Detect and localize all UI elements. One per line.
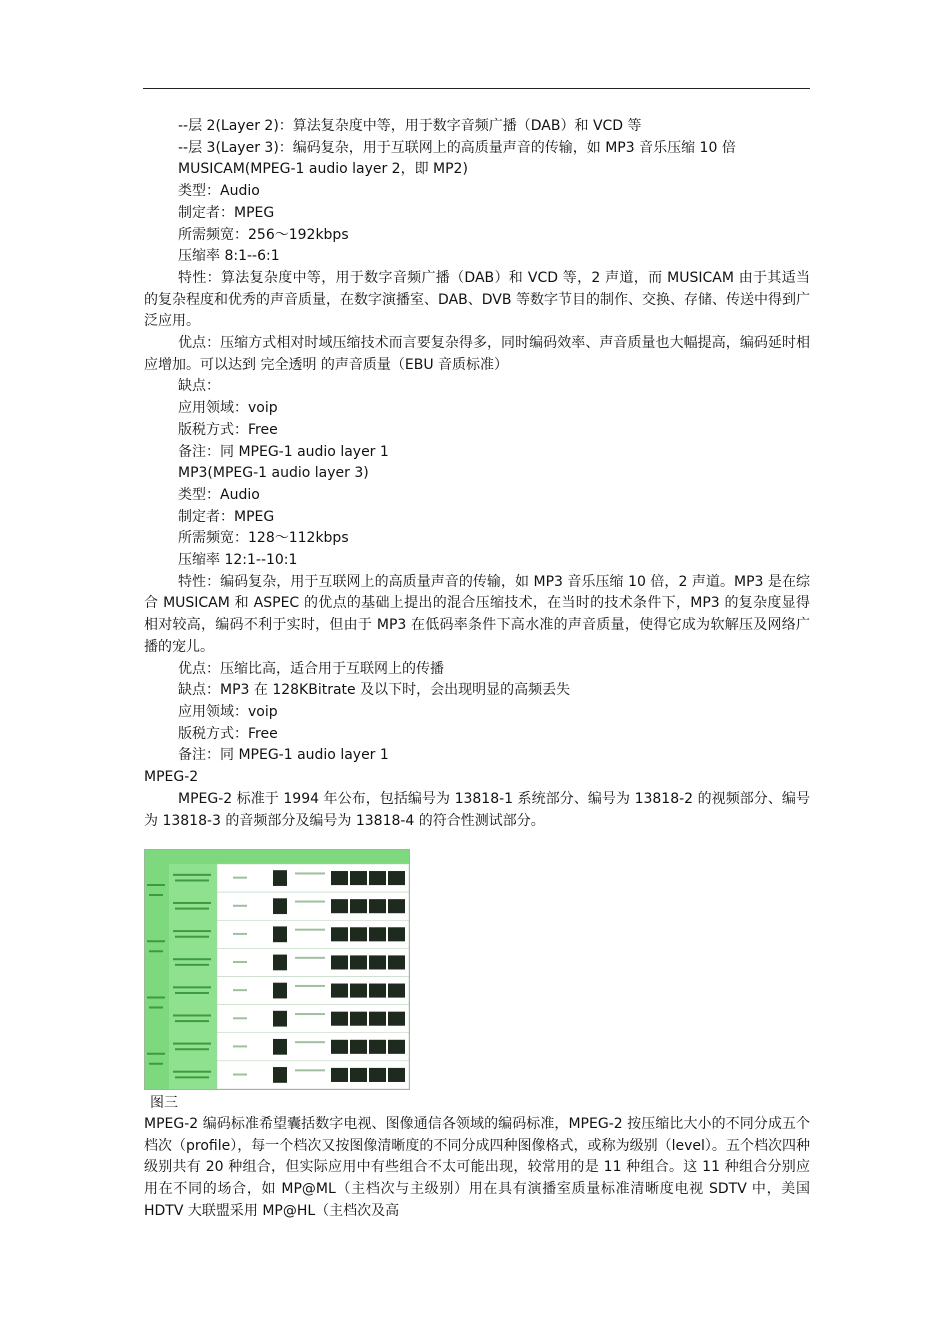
figure-cpu-graph bbox=[350, 1012, 367, 1026]
figure-test-mark bbox=[175, 879, 209, 881]
figure-test-mark bbox=[175, 908, 209, 910]
figure-cpu-graph bbox=[331, 1068, 348, 1082]
figure-value-mark bbox=[233, 877, 247, 879]
paragraph: --层 3(Layer 3)：编码复杂，用于互联网上的高质量声音的传输，如 MP3 音乐压缩 10 倍 bbox=[178, 139, 736, 156]
figure-group-mark bbox=[147, 940, 165, 942]
paragraph: 类型：Audio bbox=[178, 183, 260, 200]
figure-cpu-graph bbox=[350, 871, 367, 885]
figure-thumbnail bbox=[273, 983, 287, 999]
paragraph: 备注：同 MPEG-1 audio layer 1 bbox=[178, 747, 389, 764]
figure-cpu-graph bbox=[369, 1040, 386, 1054]
figure-cpu-label-mark bbox=[295, 1069, 325, 1071]
figure-value-mark bbox=[233, 905, 247, 907]
body-text-top bbox=[144, 116, 810, 832]
paragraph: MPEG-2 bbox=[144, 769, 199, 786]
figure-cpu-graph bbox=[350, 955, 367, 969]
paragraph: 制定者：MPEG bbox=[178, 508, 275, 525]
figure-cpu-graph bbox=[388, 1068, 405, 1082]
figure-cpu-graph bbox=[388, 927, 405, 941]
figure-thumbnail bbox=[273, 1067, 287, 1083]
figure-cpu-label-mark bbox=[295, 985, 325, 987]
figure-cpu-graph bbox=[388, 871, 405, 885]
figure-group-mark bbox=[149, 1007, 163, 1009]
paragraph: 版税方式：Free bbox=[178, 421, 278, 438]
figure-test-mark bbox=[173, 1043, 211, 1045]
figure-benchmark-table-image bbox=[144, 849, 410, 1090]
figure-test-mark bbox=[175, 992, 209, 994]
figure-cpu-graph bbox=[369, 927, 386, 941]
paragraph: --层 2(Layer 2)：算法复杂度中等，用于数字音频广播（DAB）和 VCD 等 bbox=[178, 118, 642, 134]
figure-group-mark bbox=[147, 997, 165, 999]
figure-cpu-label-mark bbox=[295, 872, 325, 874]
paragraph: 压缩率 8:1--6:1 bbox=[178, 248, 280, 265]
paragraph: MPEG-2 编码标准希望囊括数字电视、图像通信各领域的编码标准，MPEG-2 按压缩比大小的不同分成五个档次（profile），每一个档次又按图像清晰度的不同分成四种图像格式，或称为级别（level）。五个档次四种级别共有 20 种组合，但实际应用中有些组合不太可能出现，较常用的是 11 种组合。这 11 种组合分别应用在不同的场合，如 MP@ML（主档次与主级别）用在具有演播室质量标准清晰度电视 SDTV 中，美国 HDTV 大联盟采用 MP@HL（主档次及高 bbox=[144, 1116, 810, 1219]
paragraph: 优点：压缩方式相对时域压缩技术而言要复杂得多，同时编码效率、声音质量也大幅提高，编码延时相应增加。可以达到 完全透明 的声音质量（EBU 音质标准） bbox=[144, 335, 810, 373]
figure-cpu-label-mark bbox=[295, 901, 325, 903]
figure-test-mark bbox=[173, 986, 211, 988]
figure-cpu-graph bbox=[369, 871, 386, 885]
paragraph: 特性：算法复杂度中等，用于数字音频广播（DAB）和 VCD 等，2 声道，而 MUSICAM 由于其适当的复杂程度和优秀的声音质量，在数字演播室、DAB、DVB 等数字节目的制作、交换、存储、传送中得到广泛应用。 bbox=[144, 269, 810, 330]
figure-left-column bbox=[145, 864, 169, 1089]
paragraph: 应用领域：voip bbox=[178, 703, 278, 720]
paragraph: 备注：同 MPEG-1 audio layer 1 bbox=[178, 443, 389, 460]
figure-header-row bbox=[145, 850, 409, 864]
figure-thumbnail bbox=[273, 955, 287, 971]
figure-cpu-graph bbox=[331, 899, 348, 913]
paragraph: MPEG-2 标准于 1994 年公布，包括编号为 13818-1 系统部分、编号为 13818-2 的视频部分、编号为 13818-3 的音频部分及编号为 13818-4 的符合性测试部分。 bbox=[144, 790, 810, 829]
figure-test-mark bbox=[175, 1076, 209, 1078]
figure-value-mark bbox=[233, 989, 247, 991]
body-text-bottom bbox=[144, 1114, 810, 1223]
paragraph: 所需频宽：256～192kbps bbox=[178, 226, 349, 243]
figure-cpu-graph bbox=[350, 1068, 367, 1082]
figure-cpu-graph bbox=[369, 899, 386, 913]
figure-thumbnail bbox=[273, 1011, 287, 1027]
figure-thumbnail-graphic bbox=[145, 850, 409, 1089]
figure-cpu-graph bbox=[331, 955, 348, 969]
figure-cpu-graph bbox=[331, 1012, 348, 1026]
paragraph: 优点：压缩比高，适合用于互联网上的传播 bbox=[178, 660, 444, 677]
figure-test-mark bbox=[175, 1020, 209, 1022]
figure-value-mark bbox=[233, 1074, 247, 1076]
figure-value-mark bbox=[233, 1045, 247, 1047]
figure-thumbnail bbox=[273, 926, 287, 942]
figure-cpu-graph bbox=[369, 1012, 386, 1026]
figure-cpu-graph bbox=[388, 1040, 405, 1054]
figure-cpu-graph bbox=[331, 1040, 348, 1054]
figure-test-mark bbox=[173, 874, 211, 876]
paragraph: MP3(MPEG-1 audio layer 3) bbox=[178, 465, 369, 482]
paragraph: 缺点： bbox=[178, 378, 220, 395]
figure-cpu-label-mark bbox=[295, 929, 325, 931]
paragraph: 版税方式：Free bbox=[178, 725, 278, 742]
figure-test-mark bbox=[173, 1014, 211, 1016]
figure-cpu-label-mark bbox=[295, 1013, 325, 1015]
figure-cpu-graph bbox=[350, 899, 367, 913]
figure-caption: 图三 bbox=[150, 1095, 178, 1111]
figure-cpu-graph bbox=[350, 984, 367, 998]
figure-test-mark bbox=[173, 1071, 211, 1073]
figure-group-mark bbox=[149, 1063, 163, 1065]
figure-cpu-graph bbox=[331, 871, 348, 885]
figure-test-mark bbox=[175, 936, 209, 938]
paragraph: 类型：Audio bbox=[178, 486, 260, 503]
figure-cpu-graph bbox=[331, 927, 348, 941]
paragraph: 缺点：MP3 在 128KBitrate 及以下时，会出现明显的高频丢失 bbox=[178, 682, 571, 699]
figure-test-mark bbox=[175, 964, 209, 966]
figure-value-mark bbox=[233, 933, 247, 935]
figure-test-mark bbox=[173, 902, 211, 904]
figure-cpu-label-mark bbox=[295, 957, 325, 959]
figure-cpu-graph bbox=[369, 1068, 386, 1082]
figure-cpu-graph bbox=[388, 899, 405, 913]
figure-thumbnail bbox=[273, 870, 287, 886]
paragraph: 应用领域：voip bbox=[178, 400, 278, 417]
figure-cpu-graph bbox=[388, 1012, 405, 1026]
paragraph: 制定者：MPEG bbox=[178, 204, 275, 221]
figure-cpu-label-mark bbox=[295, 1041, 325, 1043]
figure-cpu-graph bbox=[331, 984, 348, 998]
figure-cpu-graph bbox=[350, 1040, 367, 1054]
figure-test-column bbox=[169, 864, 217, 1089]
figure-group-mark bbox=[147, 884, 165, 886]
figure-cpu-graph bbox=[369, 955, 386, 969]
figure-group-mark bbox=[147, 1053, 165, 1055]
figure-test-mark bbox=[173, 958, 211, 960]
figure-thumbnail bbox=[273, 1039, 287, 1055]
paragraph: MUSICAM(MPEG-1 audio layer 2，即 MP2) bbox=[178, 161, 468, 178]
paragraph: 所需频宽：128～112kbps bbox=[178, 530, 349, 547]
figure-thumbnail bbox=[273, 898, 287, 914]
figure-test-mark bbox=[173, 930, 211, 932]
figure-cpu-graph bbox=[388, 984, 405, 998]
header-rule bbox=[143, 88, 810, 89]
paragraph: 压缩率 12:1--10:1 bbox=[178, 552, 298, 569]
figure-test-mark bbox=[175, 1048, 209, 1050]
figure-group-mark bbox=[149, 894, 163, 896]
figure-cpu-graph bbox=[388, 955, 405, 969]
figure-cpu-graph bbox=[369, 984, 386, 998]
paragraph: 特性：编码复杂，用于互联网上的高质量声音的传输，如 MP3 音乐压缩 10 倍，2 声道。MP3 是在综合 MUSICAM 和 ASPEC 的优点的基础上提出的混合压缩技术，在当时的技术条件下，MP3 的复杂度显得相对较高，编码不利于实时，但由于 MP3 在低码率条件下高水准的声音质量，使得它成为软解压及网络广播的宠儿。 bbox=[144, 573, 810, 655]
figure-value-mark bbox=[233, 1017, 247, 1019]
figure-group-mark bbox=[149, 950, 163, 952]
figure-value-mark bbox=[233, 961, 247, 963]
figure-cpu-graph bbox=[350, 927, 367, 941]
